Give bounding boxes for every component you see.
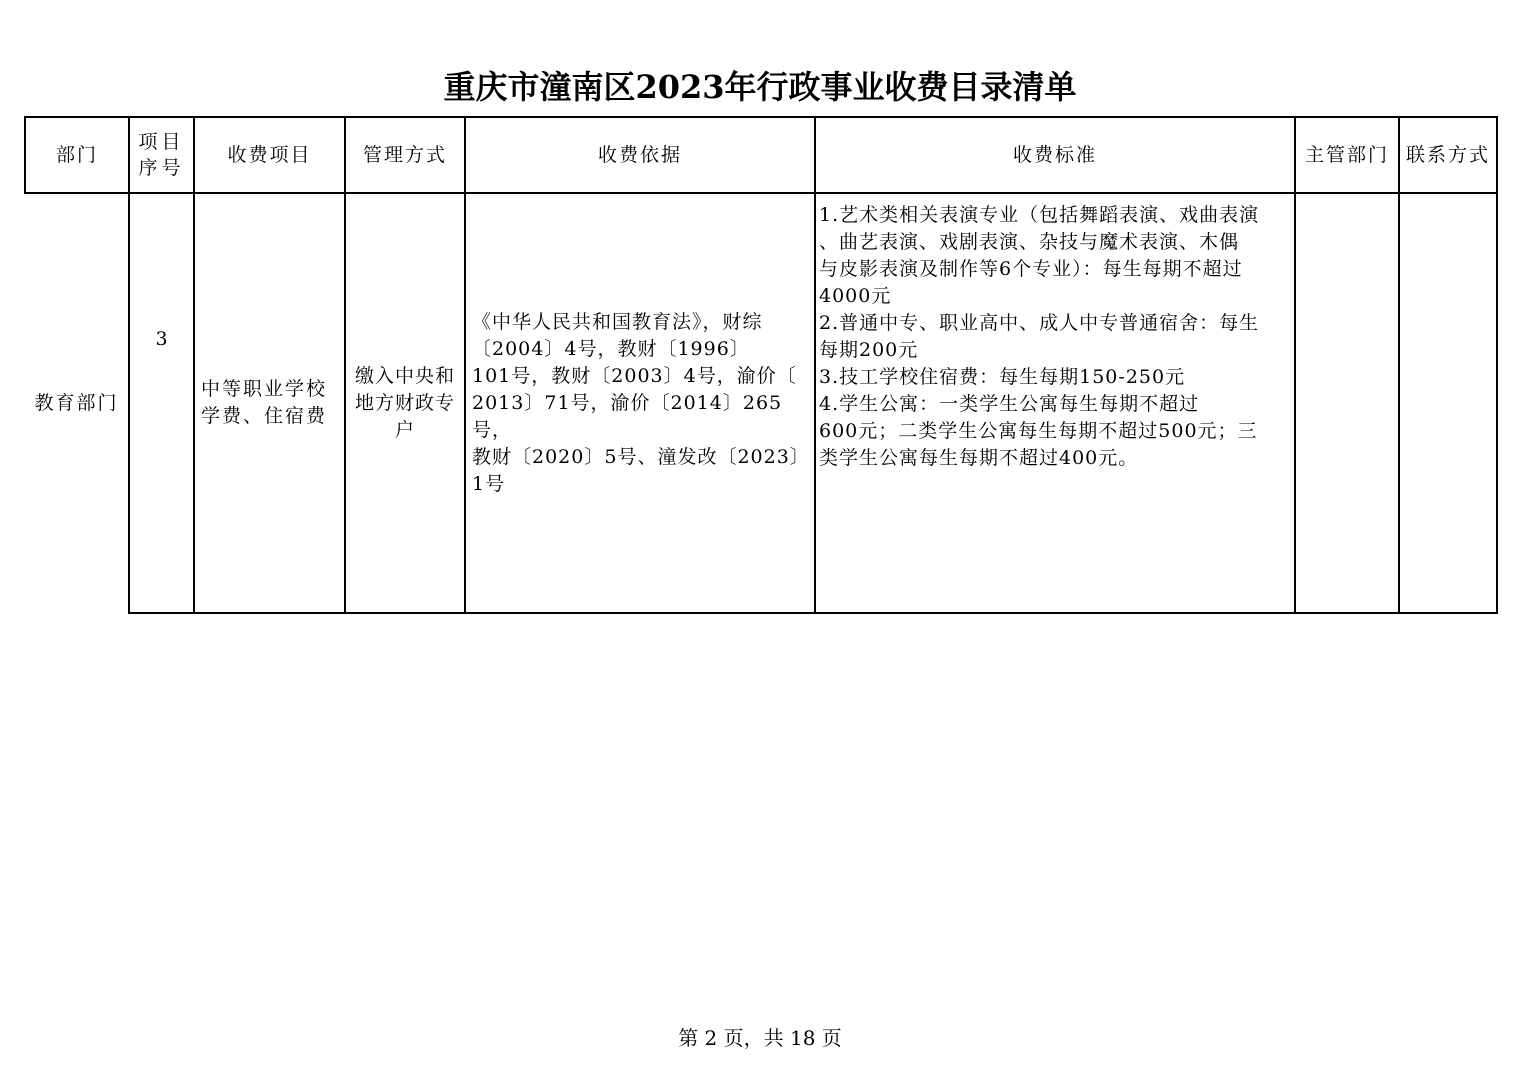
page-footer: 第 2 页，共 18 页 (678, 1026, 842, 1050)
header-management: 管理方式 (345, 117, 465, 193)
standard-line: 、曲艺表演、戏剧表演、杂技与魔术表演、木偶 (819, 231, 1240, 253)
cell-management: 缴入中央和地方财政专户 (345, 193, 465, 613)
header-basis: 收费依据 (465, 117, 815, 193)
header-authority: 主管部门 (1295, 117, 1399, 193)
fee-catalog-table (24, 116, 1498, 614)
standard-line: 3.技工学校住宿费：每生每期150-250元 (819, 366, 1186, 388)
standard-line: 每期200元 (819, 339, 919, 361)
basis-line: 《中华人民共和国教育法》，财综 (472, 310, 763, 333)
basis-line: 2013〕71号，渝价〔2014〕265号， (472, 391, 783, 441)
basis-line: 101号，教财〔2003〕4号，渝价〔 (472, 364, 797, 387)
standard-line: 4.学生公寓：一类学生公寓每生每期不超过 (819, 393, 1200, 415)
cell-contact (1399, 193, 1497, 613)
basis-line: 〔2004〕4号，教财〔1996〕 (472, 337, 750, 360)
standard-line: 类学生公寓每生每期不超过400元。 (819, 447, 1139, 469)
header-contact: 联系方式 (1399, 117, 1497, 193)
standard-line: 2.普通中专、职业高中、成人中专普通宿舍：每生 (819, 312, 1260, 334)
header-fee-item: 收费项目 (194, 117, 345, 193)
table-header-row (25, 117, 1497, 193)
table-row (25, 193, 1497, 613)
header-department: 部门 (25, 117, 129, 193)
header-standard: 收费标准 (815, 117, 1295, 193)
standard-line: 与皮影表演及制作等6个专业）：每生每期不超过 (819, 258, 1243, 280)
standard-line: 4000元 (819, 285, 892, 307)
standard-line: 600元；二类学生公寓每生每期不超过500元；三 (819, 420, 1258, 442)
cell-basis (465, 193, 815, 613)
header-item-no: 项目序号 (129, 117, 194, 193)
cell-department: 教育部门 (25, 193, 129, 613)
cell-item-no: 3 (129, 193, 194, 613)
cell-standard (815, 193, 1295, 613)
basis-line: 1号 (472, 472, 506, 495)
basis-line: 教财〔2020〕5号、潼发改〔2023〕 (472, 445, 810, 468)
cell-fee-item: 中等职业学校学费、住宿费 (194, 193, 345, 613)
standard-line: 1.艺术类相关表演专业（包括舞蹈表演、戏曲表演 (819, 204, 1260, 226)
cell-authority (1295, 193, 1399, 613)
page-title: 重庆市潼南区2023年行政事业收费目录清单 (443, 68, 1077, 106)
